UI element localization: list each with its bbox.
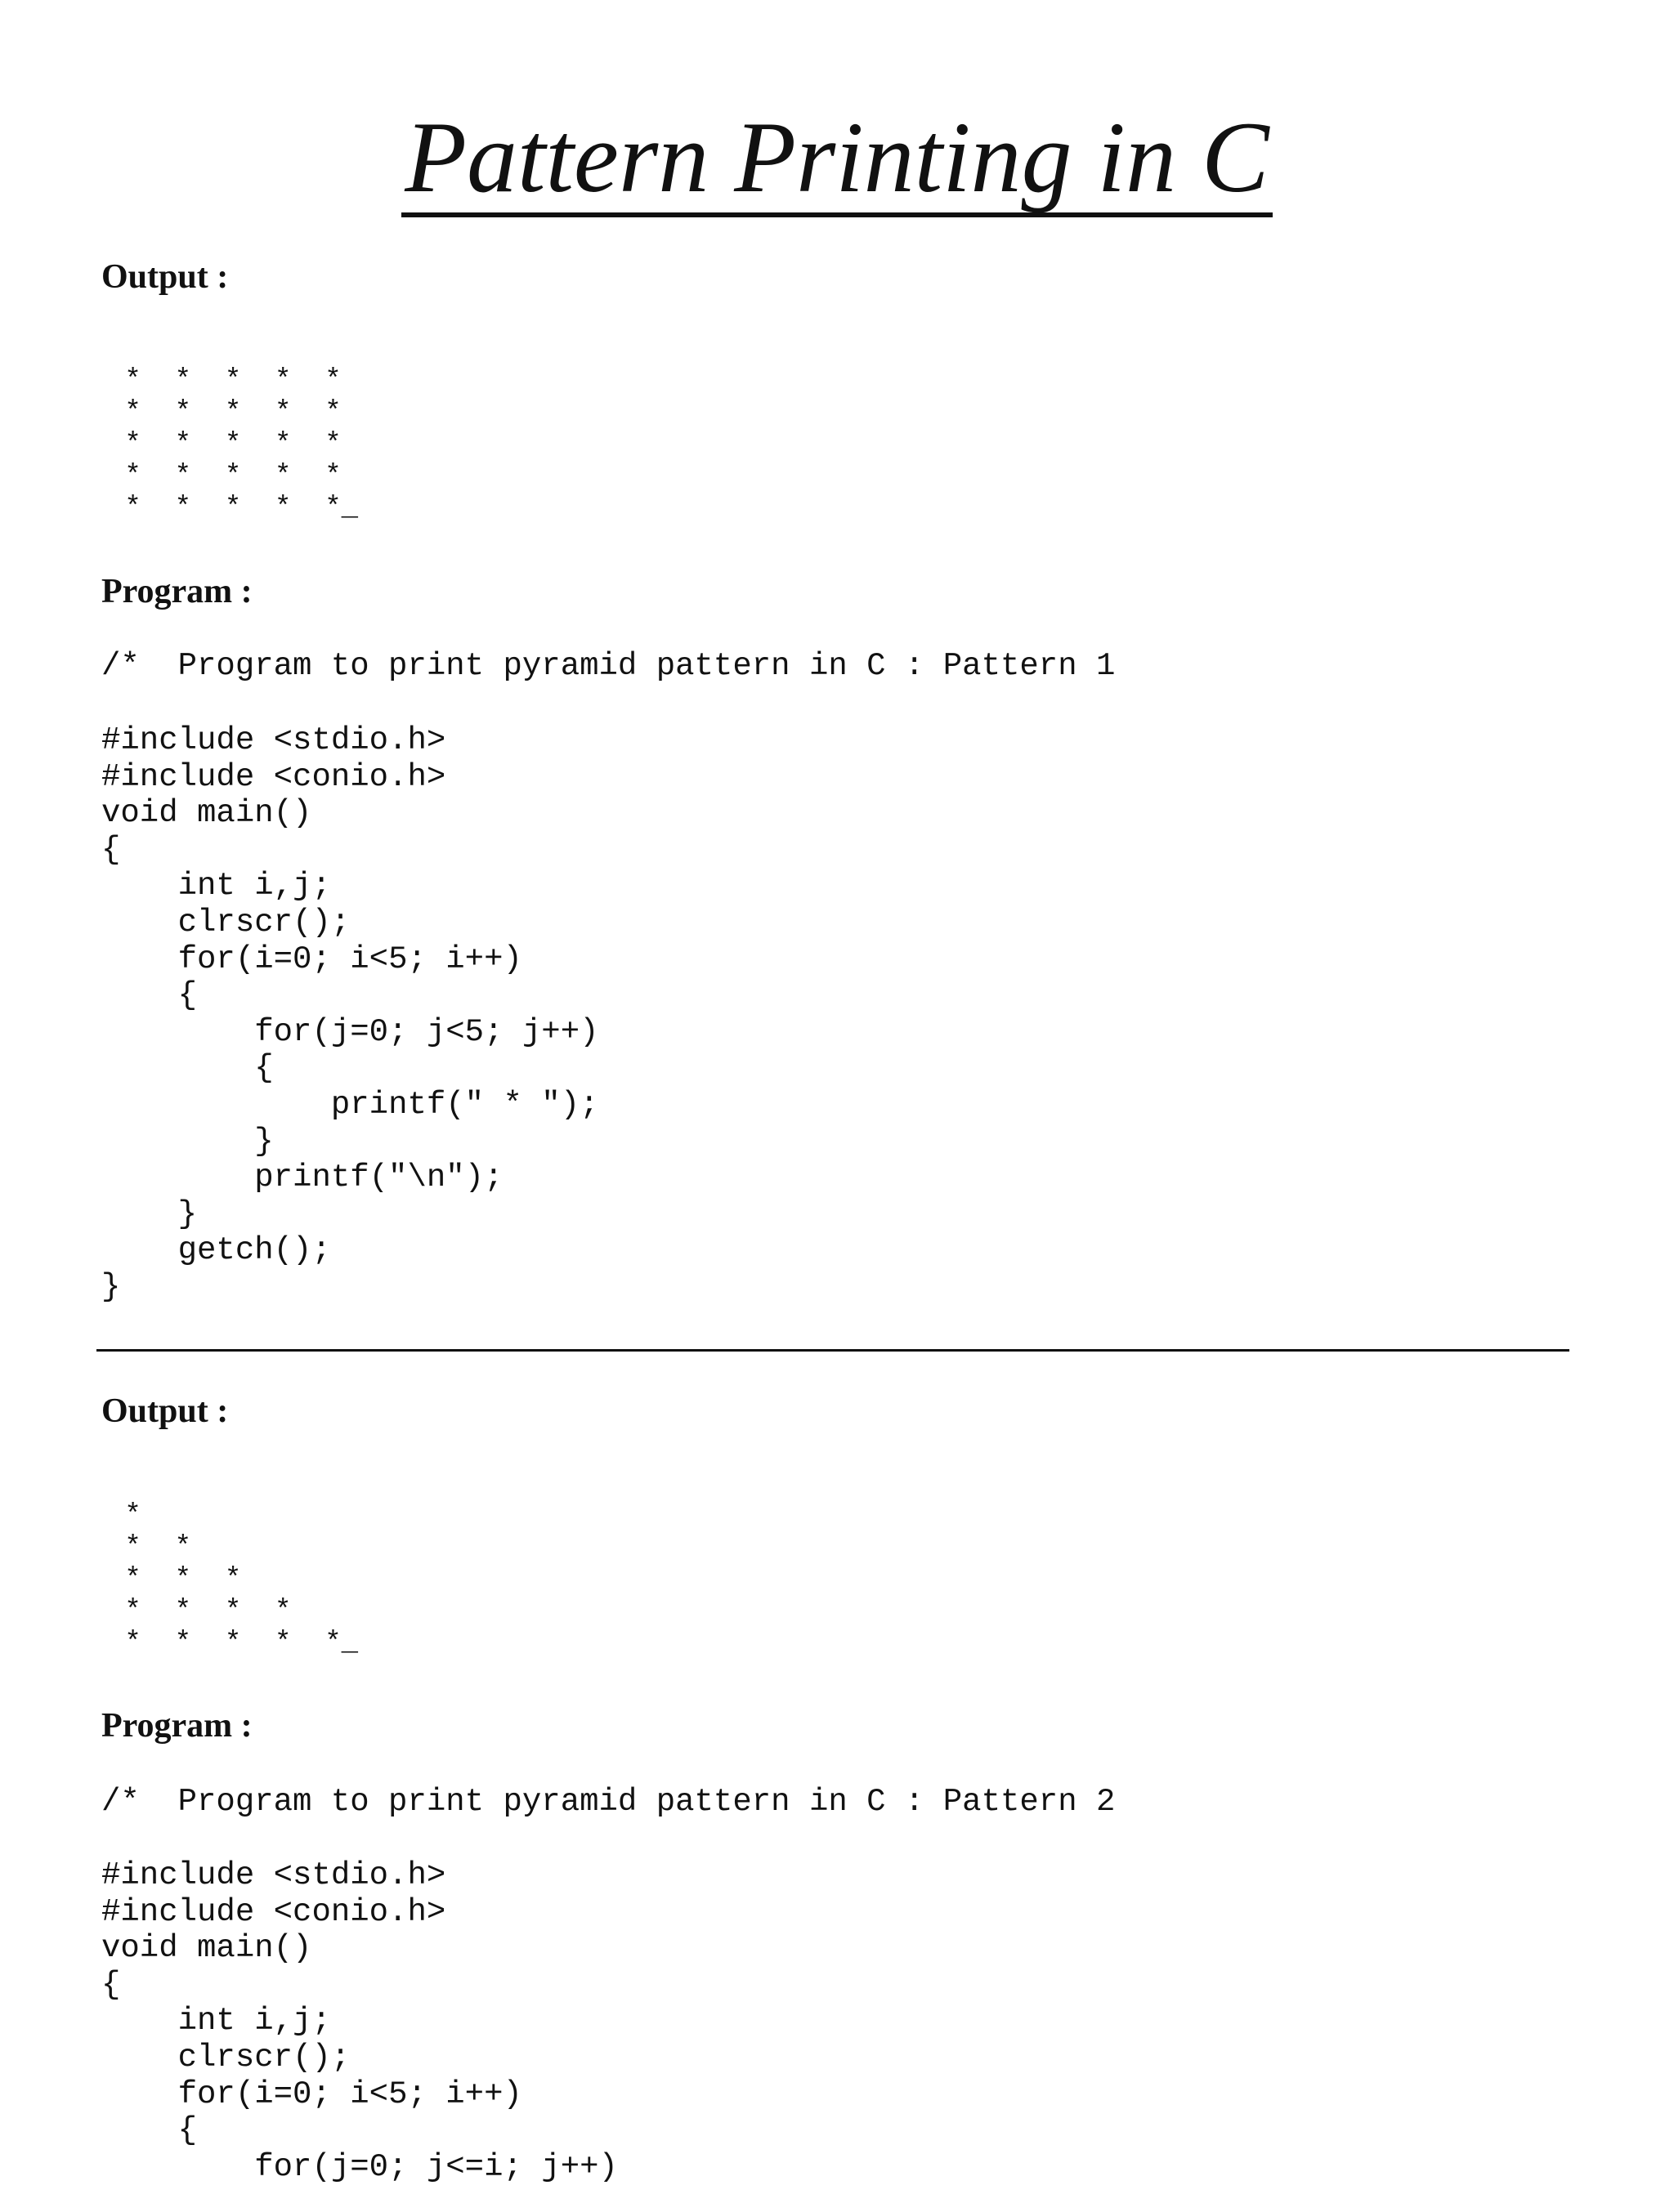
- document-title-text: Pattern Printing in C: [401, 105, 1272, 217]
- output-heading-2: Output :: [101, 1392, 229, 1430]
- program-comment-2: /* Program to print pyramid pattern in C : Pattern 2: [101, 1784, 1116, 1820]
- output-pattern-2: * * * * * * * * * * * * * * *_: [124, 1500, 359, 1659]
- output-heading-1: Output :: [101, 258, 229, 296]
- section-divider: [96, 1349, 1569, 1352]
- code-block-2: #include <stdio.h> #include <conio.h> void main() { int i,j; clrscr(); for(i=0; i<5; i++) { for(j=0; j<=i; j++): [101, 1857, 618, 2185]
- program-heading-1: Program :: [101, 573, 253, 610]
- output-pattern-1: * * * * * * * * * * * * * * * * * * * * * * * * *_: [124, 365, 359, 524]
- program-heading-2: Program :: [101, 1707, 253, 1745]
- document-title: [0, 102, 1674, 217]
- program-comment-1: /* Program to print pyramid pattern in C : Pattern 1: [101, 648, 1116, 684]
- code-block-1: #include <stdio.h> #include <conio.h> void main() { int i,j; clrscr(); for(i=0; i<5; i++) { for(j=0; j<5; j++) { printf(" * "); } printf("\n"); } getch(); }: [101, 722, 599, 1305]
